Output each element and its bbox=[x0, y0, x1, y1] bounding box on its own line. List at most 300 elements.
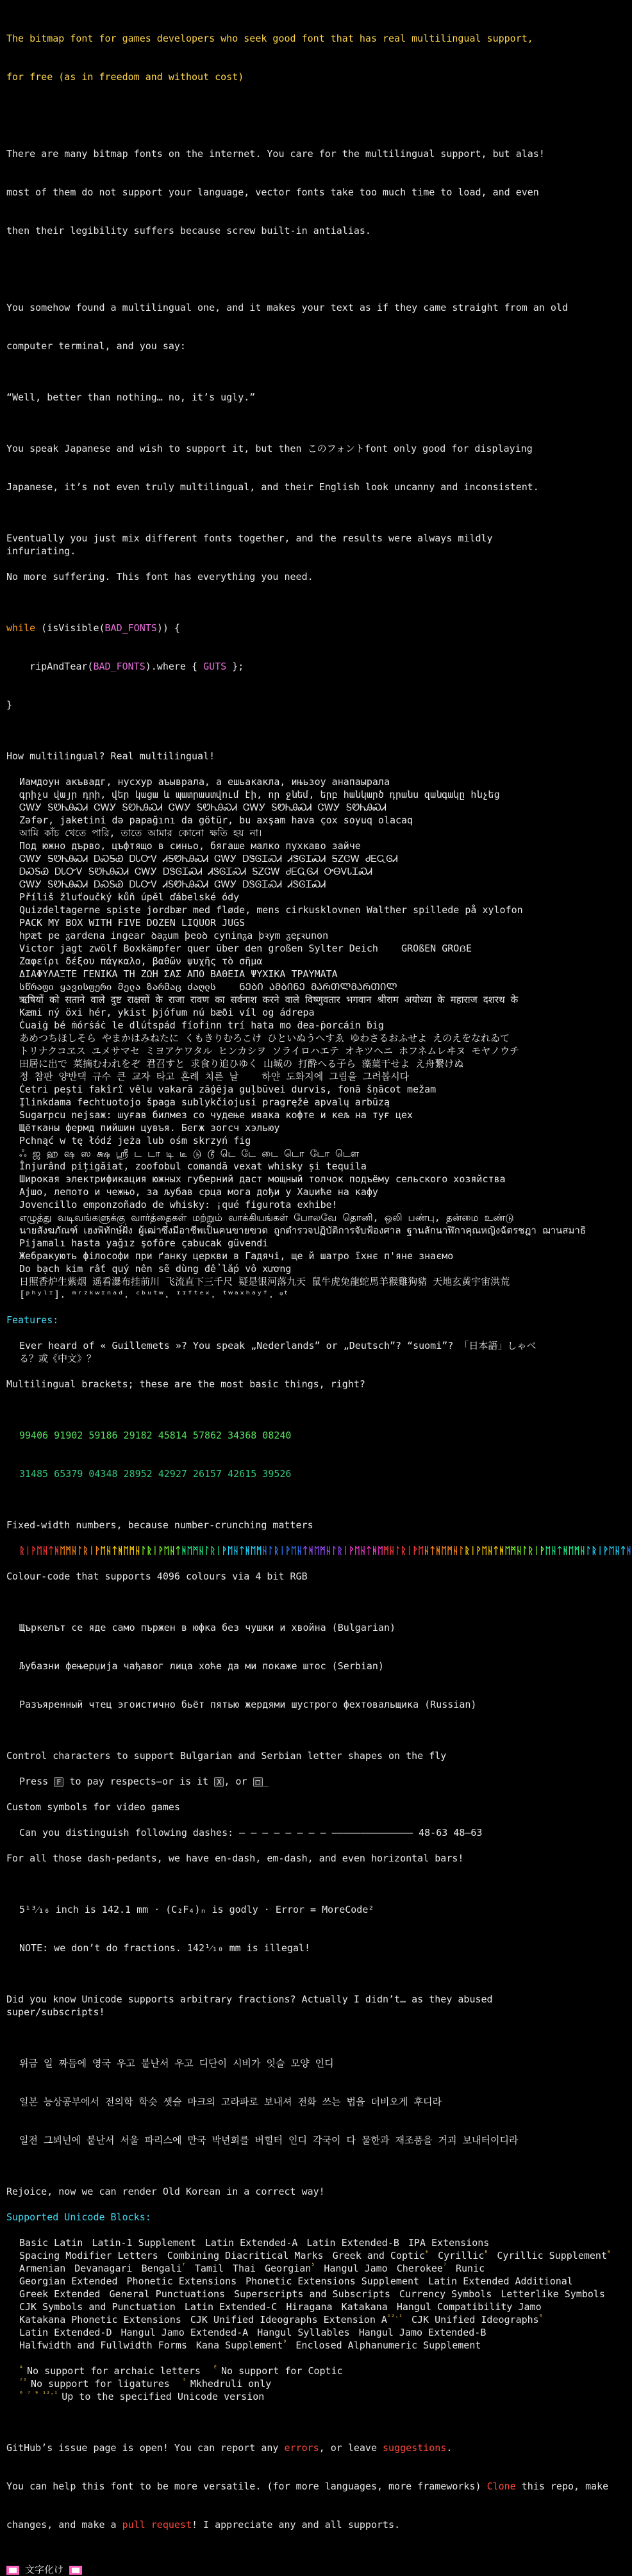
colour-glyph: ᚱ bbox=[273, 1545, 279, 1556]
paragraph-line: Japanese, it’s not even truly multilingual, and their English look uncanny and inconsistent. bbox=[6, 481, 539, 493]
multilingual-line: Pchnąć w tę łódź jeża lub ośm skrzyń fig bbox=[19, 1135, 251, 1146]
colour-glyph: ᛖ bbox=[37, 1545, 43, 1556]
note-text: No support for Coptic bbox=[221, 2365, 343, 2377]
colour-glyph: ᚺ bbox=[233, 1545, 239, 1556]
unicode-block-item bbox=[306, 2237, 399, 2249]
footnote-marker: ᴬ bbox=[19, 2365, 24, 2372]
cyrillic-line: Щъркелът се яде само пържен в юфка без чушки и хвойна (Bulgarian) bbox=[19, 1622, 395, 1633]
colour-glyph: ᛁ bbox=[470, 1545, 476, 1556]
unicode-block-name: Phonetic Extensions bbox=[126, 2275, 237, 2287]
colour-glyph: ᚺ bbox=[135, 1545, 141, 1556]
key-f-icon: F bbox=[54, 1777, 63, 1787]
colour-glyph: ᚺ bbox=[42, 1545, 49, 1556]
unicode-block-item bbox=[397, 2263, 447, 2274]
unicode-block-name: Hangul Jamo Extended-B bbox=[358, 2327, 486, 2338]
unicode-block-name: Cyrillic Supplement bbox=[497, 2250, 607, 2261]
cyrillic-samples bbox=[6, 1596, 554, 1737]
unicode-block-name: Armenian bbox=[19, 2263, 66, 2274]
footnote-marker: ᴮ bbox=[484, 2250, 488, 2257]
old-korean-caption: Rejoice, now we can render Old Korean in a correct way! bbox=[6, 2186, 325, 2197]
key-square-icon: □ bbox=[253, 1777, 263, 1787]
intro-title-line: The bitmap font for games developers who seek good font that has real multilingual support, bbox=[6, 33, 533, 44]
colour-glyph: ᚱ bbox=[210, 1545, 216, 1556]
unicode-block-name: Kana Supplement bbox=[195, 2340, 283, 2351]
intro-title-line: for free (as in freedom and without cost) bbox=[6, 71, 244, 83]
colour-glyph: ᛁ bbox=[406, 1545, 413, 1556]
multilingual-line: Жебракують філософи при ґанку церкви в Гадячі, ще й шатро їхнє п'яне знаємо bbox=[19, 1250, 454, 1262]
colour-caption: Colour-code that supports 4096 colours via 4 bit RGB bbox=[6, 1571, 308, 1582]
colour-glyph: ᛚ bbox=[77, 1545, 83, 1556]
unicode-block-item bbox=[501, 2288, 605, 2300]
units-block bbox=[6, 1878, 554, 1980]
colour-glyph: ᚺ bbox=[551, 1545, 557, 1556]
quotes-line: Ever heard of « Guillemets »? You speak „Nederlands” or „Deutsch”? “suomi”? 「日本語」しゃべる？或《中文》？ bbox=[19, 1340, 536, 1364]
unicode-block-item bbox=[19, 2288, 100, 2300]
intro-paragraph-3 bbox=[6, 417, 554, 519]
multilingual-line: Do bạch kim rất quý nên sẽ dùng để lắp vô xương bbox=[19, 1263, 292, 1275]
unicode-block-name: IPA Extensions bbox=[408, 2237, 490, 2249]
intro-paragraph-1 bbox=[6, 122, 554, 263]
paragraph-line: most of them do not support your language, vector fonts take too much time to load, and even bbox=[6, 186, 539, 198]
unicode-block-name: Latin Extended-B bbox=[306, 2237, 399, 2249]
colour-glyph: ᚻ bbox=[499, 1545, 505, 1556]
unicode-block-name: Superscripts and Subscripts bbox=[234, 2288, 390, 2300]
colour-glyph: ᛁ bbox=[342, 1545, 349, 1556]
unicode-block-item bbox=[74, 2263, 132, 2274]
paragraph-line: There are many bitmap fonts on the internet. You care for the multilingual support, but alas! bbox=[6, 148, 545, 160]
code-constant: GUTS bbox=[203, 661, 227, 672]
colour-glyph: ᚻ bbox=[244, 1545, 251, 1556]
blocks-note bbox=[19, 2377, 554, 2390]
multilingual-line: আমি কাঁচ খেতে পারি, তাতে আমার কোনো ক্ষতি হয় না। bbox=[19, 827, 262, 839]
unicode-block-item bbox=[121, 2327, 249, 2338]
unicode-block-name: General Punctuations bbox=[109, 2288, 226, 2300]
intro-paragraph-2 bbox=[6, 276, 568, 378]
press-text: , or bbox=[224, 1776, 253, 1787]
footer-text: , or leave bbox=[319, 2442, 383, 2454]
code-constant: BAD_FONTS bbox=[93, 661, 146, 672]
colour-glyph: ᚱ bbox=[83, 1545, 89, 1556]
multilingual-line: Victor jagt zwölf Boxkämpfer quer über den großen Sylter Deich GROßEN GROẞE bbox=[19, 943, 472, 954]
colour-code-text bbox=[19, 1545, 632, 1556]
colour-glyph: ᛖ bbox=[60, 1545, 66, 1556]
unicode-block-item bbox=[19, 2327, 112, 2338]
old-korean-block bbox=[6, 2031, 554, 2172]
blocks-row bbox=[19, 2236, 554, 2249]
errors-link[interactable]: errors bbox=[284, 2442, 319, 2454]
colour-glyph: ᚱ bbox=[401, 1545, 407, 1556]
colour-glyph: ᚹ bbox=[348, 1545, 354, 1556]
pull-request-link[interactable]: pull request bbox=[122, 2519, 192, 2531]
colour-glyph: ᛏ bbox=[365, 1545, 372, 1556]
unicode-block-item bbox=[142, 2263, 186, 2274]
colour-glyph: ᛖ bbox=[481, 1545, 488, 1556]
code-line-1 bbox=[6, 622, 554, 634]
multilingual-line: ஃ ஜ ஹ ஷ ஸ க்ஷ ஸ்ரீ ட டா டி டீ டு டூ டெ டே டை டொ டோ டௌ bbox=[19, 1148, 360, 1159]
multilingual-line: Zəfər, jaketini də papağını da götür, bu axşam hava çox soyuq olacaq bbox=[19, 814, 413, 826]
unicode-block-name: Letterlike Symbols bbox=[501, 2288, 605, 2300]
code-text: )) { bbox=[156, 622, 180, 634]
blocks-row bbox=[19, 2326, 554, 2339]
dashes-line: Can you distinguish following dashes: – – – – – – – – —————————————— 48-63 48–63 bbox=[19, 1827, 483, 1838]
code-text: }; bbox=[226, 661, 244, 672]
multilingual-line: あめつちほしそら やまかはみねたに くもきりむろこけ ひといぬうへすゑ ゆわさるおふせよ えのえをなれゐて bbox=[19, 1032, 510, 1044]
colour-glyph: ᚹ bbox=[94, 1545, 101, 1556]
unicode-block-item bbox=[205, 2237, 298, 2249]
colour-glyph: ᛗ bbox=[192, 1545, 199, 1556]
units-line: NOTE: we don’t do fractions. 142¹⁄₁₀ mm is illegal! bbox=[19, 1942, 311, 1954]
colour-glyph: ᛏ bbox=[556, 1545, 563, 1556]
blocks-note bbox=[19, 2390, 554, 2403]
colour-glyph: ᛚ bbox=[267, 1545, 274, 1556]
multilingual-line: Широкая электрификация южных губерний даст мощный толчок подъёму сельского хозяйства bbox=[19, 1173, 506, 1185]
colour-glyph: ᛚ bbox=[204, 1545, 210, 1556]
note-text: No support for ligatures bbox=[31, 2378, 170, 2390]
colour-glyph: ᚱ bbox=[146, 1545, 153, 1556]
colour-glyph: ᛚ bbox=[458, 1545, 465, 1556]
symbols-caption: Custom symbols for video games bbox=[6, 1801, 180, 1813]
multilingual-line: Ċuaiġ bé ṁórṡáċ le dlúṫspád fíoḟinn trí hata mo ḋea-ṗorcáin ḃig bbox=[19, 1020, 384, 1031]
multilingual-line: ᏣᎳᎩ ᎦᏬᏂᎯᏍᏗ ᏣᎳᎩ ᎦᏬᏂᎯᏍᏗ ᏣᎳᎩ ᎦᏬᏂᎯᏍᏗ ᏣᎳᎩ ᎦᏬᏂᎯᏍᏗ ᏣᎳᎩ ᎦᏬᏂᎯᏍᏗ bbox=[19, 802, 387, 813]
unicode-block-name: Latin Extended-D bbox=[19, 2327, 112, 2338]
multilingual-line: სწრაფი ყავისფერი მელა ზარმაც ძაღლს ᲜᲔᲑᲘ ᲐᲛᲑᲘᲜᲔ ᲛᲐᲠᲗᲚᲛᲐᲠᲗᲘᲚ bbox=[19, 981, 397, 993]
unicode-block-item bbox=[195, 2263, 224, 2274]
colour-glyph: ᚱ bbox=[528, 1545, 534, 1556]
colour-glyph: ᛁ bbox=[215, 1545, 222, 1556]
unicode-block-item bbox=[19, 2275, 118, 2287]
unicode-block-item bbox=[196, 2340, 287, 2351]
press-text: to pay respects—or is it bbox=[63, 1776, 215, 1787]
multilingual-line: ᏣᎳᎩ ᎦᏬᏂᎯᏍᏗ ᎠᏍᎦᏯ ᎠᏓᏅᏙ ᏗᎦᏬᏂᎯᏍᏗ ᏣᎳᎩ ᎠᏕᎶᏆᏍᏗ ᏗᏕᎶᏆᏍᏗ ᎦᏃᏣᎳ ᏧᎬᏩᎶᏗ bbox=[19, 853, 398, 864]
colour-glyph: ᚺ bbox=[106, 1545, 112, 1556]
unicode-block-item bbox=[109, 2288, 225, 2300]
key-x-icon: X bbox=[214, 1777, 224, 1787]
unicode-block-item bbox=[19, 2237, 83, 2249]
unicode-block-name: Hangul Syllables bbox=[257, 2327, 350, 2338]
colour-glyph: ᛏ bbox=[238, 1545, 245, 1556]
colour-glyph: ᛁ bbox=[25, 1545, 31, 1556]
multilingual-line: Įlinkdama fechtuotojo špaga sublykčiojusi pragręžė apvalų arbūzą bbox=[19, 1096, 390, 1108]
multilingual-line: Příliš žluťoučký kůň úpěl ďábelské ódy bbox=[19, 891, 240, 903]
colour-code-line bbox=[6, 1544, 632, 1557]
code-text: ripAndTear( bbox=[6, 661, 94, 672]
colour-glyph: ᚻ bbox=[117, 1545, 124, 1556]
code-line-3: } bbox=[6, 699, 13, 711]
unicode-block-item bbox=[92, 2237, 196, 2249]
colour-glyph: ᛁ bbox=[152, 1545, 158, 1556]
paragraph-line: computer terminal, and you say: bbox=[6, 340, 186, 352]
multilingual-line: hƿæt pe ᵹardena ingear ꝺaᵹum þeoꝺ cyninᵹa þꝛym ᵹeꝼꝛunon bbox=[19, 930, 329, 941]
unicode-block-item bbox=[399, 2288, 492, 2300]
unicode-block-item bbox=[19, 2340, 187, 2351]
colour-glyph: ᛏ bbox=[175, 1545, 181, 1556]
unicode-block-item bbox=[324, 2263, 387, 2274]
footer-text: GitHub’s issue page is open! You can report any bbox=[6, 2442, 285, 2454]
blocks-note bbox=[19, 2365, 554, 2377]
flag-icon bbox=[69, 2566, 82, 2575]
units-line: 5¹³⁄₁₆ inch is 142.1 mm · (C₂F₄)ₙ is godly · Error = MoreCode² bbox=[19, 1904, 374, 1915]
colour-glyph: ᚺ bbox=[516, 1545, 522, 1556]
unicode-block-name: Phonetic Extensions Supplement bbox=[245, 2275, 420, 2287]
unicode-block-item bbox=[234, 2288, 390, 2300]
colour-glyph: ᛏ bbox=[429, 1545, 436, 1556]
bottom-text: 文字化け bbox=[25, 2564, 64, 2575]
colour-glyph: ᚻ bbox=[435, 1545, 442, 1556]
unicode-block-name: Runic bbox=[456, 2263, 485, 2274]
colour-glyph: ᚺ bbox=[262, 1545, 268, 1556]
unicode-block-name: Hangul Jamo bbox=[324, 2263, 388, 2274]
unicode-block-item bbox=[333, 2250, 429, 2261]
footnote-marker: ⁶ bbox=[538, 2314, 543, 2321]
code-text: ).where { bbox=[145, 661, 204, 672]
paragraph-line: then their legibility suffers because screw built-in antialias. bbox=[6, 225, 371, 236]
unicode-block-name: Enclosed Alphanumeric Supplement bbox=[295, 2340, 481, 2351]
multilingual-line: 日照香炉生紫烟 遥看瀑布挂前川 飞流直下三千尺 疑是银河落九天 鼠牛虎兔龍蛇馬羊猴雞狗豬 天地玄黃宇宙洪荒 bbox=[19, 1276, 510, 1287]
unicode-block-name: Tamil bbox=[194, 2263, 224, 2274]
colour-glyph: ᛗ bbox=[65, 1545, 72, 1556]
unicode-block-item bbox=[456, 2263, 485, 2274]
colour-glyph: ᛗ bbox=[383, 1545, 389, 1556]
blocks-row bbox=[19, 2288, 605, 2300]
multilingual-line: 田居に出で 菜摘むわれをぞ 君召すと 求食り追ひゆく 山城の 打酔へる子ら 藻葉干せよ え舟繋けぬ bbox=[19, 1058, 464, 1069]
unicode-block-item bbox=[408, 2237, 489, 2249]
footer-text: this repo, make bbox=[515, 2481, 609, 2492]
footer-text: . bbox=[446, 2442, 453, 2454]
unicode-block-name: CJK Unified Ideographs bbox=[412, 2314, 539, 2325]
clone-link[interactable]: Clone bbox=[486, 2481, 516, 2492]
note-text: Mkhedruli only bbox=[190, 2378, 272, 2390]
colour-glyph: ᛖ bbox=[354, 1545, 360, 1556]
colour-glyph: ᚹ bbox=[539, 1545, 545, 1556]
footnote-marker: ᴱ bbox=[425, 2250, 429, 2257]
unicode-block-name: Hangul Jamo Extended-A bbox=[121, 2327, 249, 2338]
unicode-block-item bbox=[359, 2327, 486, 2338]
unicode-block-name: Georgian bbox=[265, 2263, 312, 2274]
unicode-block-name: Greek Extended bbox=[19, 2288, 101, 2300]
unicode-block-name: Cherokee bbox=[396, 2263, 443, 2274]
colour-glyph: ᚱ bbox=[464, 1545, 470, 1556]
old-korean-line: 일본 능상공부에서 전의학 학슷 셋슬 마크의 고라파로 보내셔 전화 쓰는 법을 더비오게 후디라 bbox=[19, 2096, 442, 2108]
footnote-marker: ¹²·¹ bbox=[387, 2314, 403, 2321]
colour-glyph: ᚺ bbox=[579, 1545, 586, 1556]
multilingual-line: PACK MY BOX WITH FIVE DOZEN LIQUOR JUGS bbox=[19, 917, 245, 929]
multilingual-line: Kæmi ný öxi hér, ykist þjófum nú bæði víl og ádrepa bbox=[19, 1007, 315, 1018]
colour-glyph: ᛗ bbox=[510, 1545, 517, 1556]
colour-glyph: ᚹ bbox=[158, 1545, 164, 1556]
colour-glyph: ᚺ bbox=[453, 1545, 459, 1556]
footnote-marker: ⁹ bbox=[283, 2340, 287, 2347]
multilingual-line: ᏣᎳᎩ ᎦᏬᏂᎯᏍᏗ ᎠᏍᎦᏯ ᎠᏓᏅᏙ ᏗᎦᏬᏂᎯᏍᏗ ᏣᎳᎩ ᎠᏕᎶᏆᏍᏗ ᏗᏕᎶᏆᏍᏗ bbox=[19, 879, 326, 890]
dashes-caption: For all those dash-pedants, we have en-dash, em-dash, and even horizontal bars! bbox=[6, 1853, 464, 1864]
footer-text: ! I appreciate any and all supports. bbox=[192, 2519, 401, 2531]
unicode-block-item bbox=[257, 2327, 350, 2338]
colour-glyph: ᛖ bbox=[441, 1545, 447, 1556]
cyrillic-line: Љубазни фењерџија чађавог лица хоће да ми покаже штос (Serbian) bbox=[19, 1660, 384, 1672]
unicode-block-item bbox=[397, 2301, 542, 2313]
unicode-block-name: Thai bbox=[232, 2263, 256, 2274]
colour-glyph: ᛖ bbox=[163, 1545, 170, 1556]
footnote-marker: ⁵ bbox=[311, 2263, 315, 2270]
colour-glyph: ᛖ bbox=[608, 1545, 615, 1556]
multilingual-line: Quizdeltagerne spiste jordbær med fløde, mens cirkusklovnen Walther spillede på xylofon bbox=[19, 904, 523, 916]
colour-glyph: ᛁ bbox=[88, 1545, 95, 1556]
colour-glyph: ᛖ bbox=[227, 1545, 233, 1556]
colour-glyph: ᛖ bbox=[123, 1545, 129, 1556]
multilingual-line: 정 참판 양반댁 규수 큰 교자 타고 혼례 치른 날 하얀 도화지에 그림을 그려봅시다 bbox=[19, 1071, 410, 1082]
colour-glyph: ᛁ bbox=[597, 1545, 603, 1556]
colour-glyph: ᛚ bbox=[585, 1545, 592, 1556]
unicode-block-item bbox=[497, 2250, 611, 2261]
code-text: (isVisible( bbox=[35, 622, 105, 634]
colour-glyph: ᚻ bbox=[626, 1545, 632, 1556]
colour-glyph: ᛁ bbox=[533, 1545, 540, 1556]
multilingual-line: [ᵖʰʸˡᶦ]. ᵐʳᶻᵏʷᶦⁿᵃᵈ. ᶜᵇᵘᵗʷ. ᶦᶦᶠᵗᵉˣ. ᵗʷᵃˣʰᵃʸᶠ. ᵠᵗ bbox=[19, 1289, 289, 1300]
unicode-block-name: CJK Unified Ideographs Extension A bbox=[190, 2314, 387, 2325]
unicode-block-name: Currency Symbols bbox=[399, 2288, 492, 2300]
colour-glyph: ᛖ bbox=[250, 1545, 256, 1556]
colour-glyph: ᚺ bbox=[169, 1545, 176, 1556]
blocks-row bbox=[19, 2249, 611, 2262]
footer bbox=[6, 2416, 609, 2557]
multilingual-line: գրիչս վայր դրի, վեր կացա և պատրաստվում էի, որ ջնեմ, երբ հանկարծ դրանս զանգակը հնչեց bbox=[19, 789, 500, 800]
unicode-block-item bbox=[127, 2275, 237, 2287]
multilingual-line: Ċetri pești fakîrî vêlu vakarā zāģēja guļbūvei durvis, fonā šņācot mežam bbox=[19, 1084, 437, 1095]
blocks-heading: Supported Unicode Blocks: bbox=[6, 2211, 151, 2223]
unicode-block-item bbox=[412, 2314, 543, 2325]
flag-icon bbox=[6, 2566, 19, 2575]
unicode-block-item bbox=[19, 2314, 181, 2325]
unicode-block-name: Katakana Phonetic Extensions bbox=[19, 2314, 181, 2325]
colour-glyph: ᚹ bbox=[31, 1545, 37, 1556]
multilingual-line: Jovencillo emponzoñado de whisky: ¡qué figurota exhibe! bbox=[19, 1199, 338, 1210]
colour-glyph: ᚺ bbox=[614, 1545, 620, 1556]
colour-glyph: ᚺ bbox=[360, 1545, 366, 1556]
multilingual-line: Иамдоун акъвадг, нусхур аъыврала, а ешьакакла, ињьзоу анапаырала bbox=[19, 776, 390, 788]
colour-glyph: ᛖ bbox=[545, 1545, 551, 1556]
code-keyword: while bbox=[6, 622, 36, 634]
colour-glyph: ᛗ bbox=[447, 1545, 453, 1556]
cyrillic-caption: Control characters to support Bulgarian and Serbian letter shapes on the fly bbox=[6, 1750, 447, 1762]
unicode-block-item bbox=[428, 2275, 573, 2287]
colour-glyph: ᛗ bbox=[129, 1545, 135, 1556]
numbers-line: 99406 91902 59186 29182 45814 57862 34368 08240 bbox=[19, 1430, 292, 1441]
colour-glyph: ᚻ bbox=[54, 1545, 60, 1556]
unicode-block-item bbox=[190, 2314, 403, 2325]
blocks-row bbox=[19, 2313, 554, 2326]
colour-glyph: ᛁ bbox=[279, 1545, 285, 1556]
colour-glyph: ᛖ bbox=[290, 1545, 297, 1556]
unicode-block-name: Spacing Modifier Letters bbox=[19, 2250, 158, 2261]
colour-glyph: ᛗ bbox=[256, 1545, 262, 1556]
colour-glyph: ᛗ bbox=[319, 1545, 326, 1556]
unicode-block-name: Basic Latin bbox=[19, 2237, 83, 2249]
unicode-block-item bbox=[245, 2275, 419, 2287]
colour-glyph: ᚻ bbox=[371, 1545, 378, 1556]
multilingual-line: Pijamalı hasta yağız şoföre çabucak güvendi bbox=[19, 1237, 269, 1249]
colour-glyph: ᚺ bbox=[296, 1545, 303, 1556]
multilingual-line: ऋषियों को सताने वाले दुष्ट राक्षसों के राजा रावण का सर्वनाश करने वाले विष्णुवतार भगवान श्रीराम अयोध्या के महाराज दशरथ के bbox=[19, 994, 519, 1005]
colour-glyph: ᛖ bbox=[504, 1545, 511, 1556]
unicode-block-name: Bengali bbox=[141, 2263, 182, 2274]
unicode-block-item bbox=[167, 2250, 324, 2261]
colour-glyph: ᛏ bbox=[112, 1545, 118, 1556]
multilingual-line: นายสังฆภัณฑ์ เฮงพิทักษ์ฝั่ง ผู้เฒ่าซึ่งมีอาชีพเป็นฅนขายฃวด ถูกตำรวจปฏิบัติการจับฟ้องศาล ฐานลักนาฬิกาคุณหญิงฉัตรชฎา ฌานสมาธิ bbox=[19, 1225, 586, 1236]
footer-line-3 bbox=[6, 2518, 554, 2531]
press-text: _ bbox=[262, 1776, 269, 1787]
unicode-block-name: Katakana bbox=[341, 2301, 388, 2313]
unicode-block-name: Latin Extended-C bbox=[184, 2301, 278, 2313]
unicode-block-name: Halfwidth and Fullwidth Forms bbox=[19, 2340, 187, 2351]
cyrillic-line: Разъяренный чтец эгоистично бьёт пятью жердями шустрого фехтовальщика (Russian) bbox=[19, 1699, 477, 1710]
multilingual-line: Ζαφείρι δέξου πάγκαλο, βαθῶν ψυχῆς τὸ σῆμα bbox=[19, 955, 263, 967]
blocks-notes bbox=[6, 2365, 554, 2403]
colour-glyph: ᛚ bbox=[395, 1545, 401, 1556]
colour-glyph: ᚺ bbox=[389, 1545, 395, 1556]
multilingual-line: Под южно дърво, цъфтящо в синьо, бягаше малко пухкаво зайче bbox=[19, 840, 361, 852]
blocks-row bbox=[19, 2300, 554, 2313]
colour-glyph: ᛖ bbox=[568, 1545, 574, 1556]
intro-title bbox=[6, 6, 554, 109]
unicode-block-name: Greek and Coptic bbox=[332, 2250, 426, 2261]
footer-text: You can help this font to be more versatile. (for more languages, more frameworks) bbox=[6, 2481, 487, 2492]
unicode-blocks-list bbox=[6, 2236, 611, 2352]
bottom-mojibake bbox=[6, 2563, 554, 2576]
colour-glyph: ᚹ bbox=[221, 1545, 228, 1556]
colour-glyph: ᛖ bbox=[187, 1545, 193, 1556]
unicode-block-item bbox=[19, 2250, 158, 2261]
colour-glyph: ᚹ bbox=[412, 1545, 419, 1556]
colour-glyph: ᛖ bbox=[100, 1545, 106, 1556]
footnote-marker: ⁷ bbox=[442, 2263, 447, 2270]
colour-glyph: ᚻ bbox=[181, 1545, 187, 1556]
colour-glyph: ᛏ bbox=[48, 1545, 54, 1556]
colour-glyph: ᚹ bbox=[285, 1545, 291, 1556]
unicode-block-name: Devanagari bbox=[74, 2263, 133, 2274]
numbers-line: 31485 65379 04348 28952 42927 26157 42615 39526 bbox=[19, 1468, 292, 1480]
unicode-block-item bbox=[265, 2263, 315, 2274]
unicode-block-name: Hiragana bbox=[286, 2301, 333, 2313]
unicode-block-item bbox=[19, 2263, 65, 2274]
blocks-row bbox=[19, 2262, 554, 2275]
note-text: Up to the specified Unicode version bbox=[62, 2391, 265, 2402]
colour-glyph: ᚺ bbox=[71, 1545, 78, 1556]
code-constant: BAD_FONTS bbox=[104, 622, 157, 634]
multilingual-sample-lines bbox=[6, 775, 586, 1301]
colour-glyph: ᛚ bbox=[140, 1545, 147, 1556]
features-heading: Features: bbox=[6, 1314, 59, 1326]
multilingual-line: Щётканы фермд пийшин цувъя. Бегж зогсч хэльюу bbox=[19, 1122, 280, 1134]
colour-glyph: ᚺ bbox=[424, 1545, 430, 1556]
colour-glyph: ᛏ bbox=[620, 1545, 626, 1556]
unicode-block-item bbox=[185, 2301, 278, 2313]
multilingual-line: ΔΙΑΦΥΛΑΞΤΕ ΓΕΝΙΚΑ ΤΗ ΖΩΗ ΣΑΣ ΑΠΟ ΒΑΘΕΙΑ ΨΥΧΙΚΑ ΤΡΑΥΜΑΤΑ bbox=[19, 968, 338, 980]
unicode-block-name: CJK Symbols and Punctuation bbox=[19, 2301, 176, 2313]
old-korean-line: 일전 그뵈넌에 붙난서 서울 파리스에 만국 박년회를 버힐터 인디 각국이 다 물한과 재조품을 거괴 보내터이디라 bbox=[19, 2134, 519, 2146]
colour-glyph: ᛗ bbox=[574, 1545, 580, 1556]
colour-glyph: ᛚ bbox=[522, 1545, 528, 1556]
unicode-block-name: Latin Extended Additional bbox=[428, 2275, 573, 2287]
colour-glyph: ᚱ bbox=[591, 1545, 597, 1556]
numbers-block bbox=[6, 1403, 554, 1506]
colour-glyph: ᚺ bbox=[325, 1545, 331, 1556]
suggestions-link[interactable]: suggestions bbox=[383, 2442, 447, 2454]
unicode-block-name: Georgian Extended bbox=[19, 2275, 118, 2287]
colour-glyph: ᚻ bbox=[562, 1545, 569, 1556]
numbers-caption: Fixed-width numbers, because number-crunching matters bbox=[6, 1519, 313, 1531]
colour-glyph: ᛏ bbox=[493, 1545, 499, 1556]
footnote-marker: ᶠᴵ bbox=[19, 2378, 28, 2385]
unicode-block-name: Cyrillic bbox=[438, 2250, 485, 2261]
